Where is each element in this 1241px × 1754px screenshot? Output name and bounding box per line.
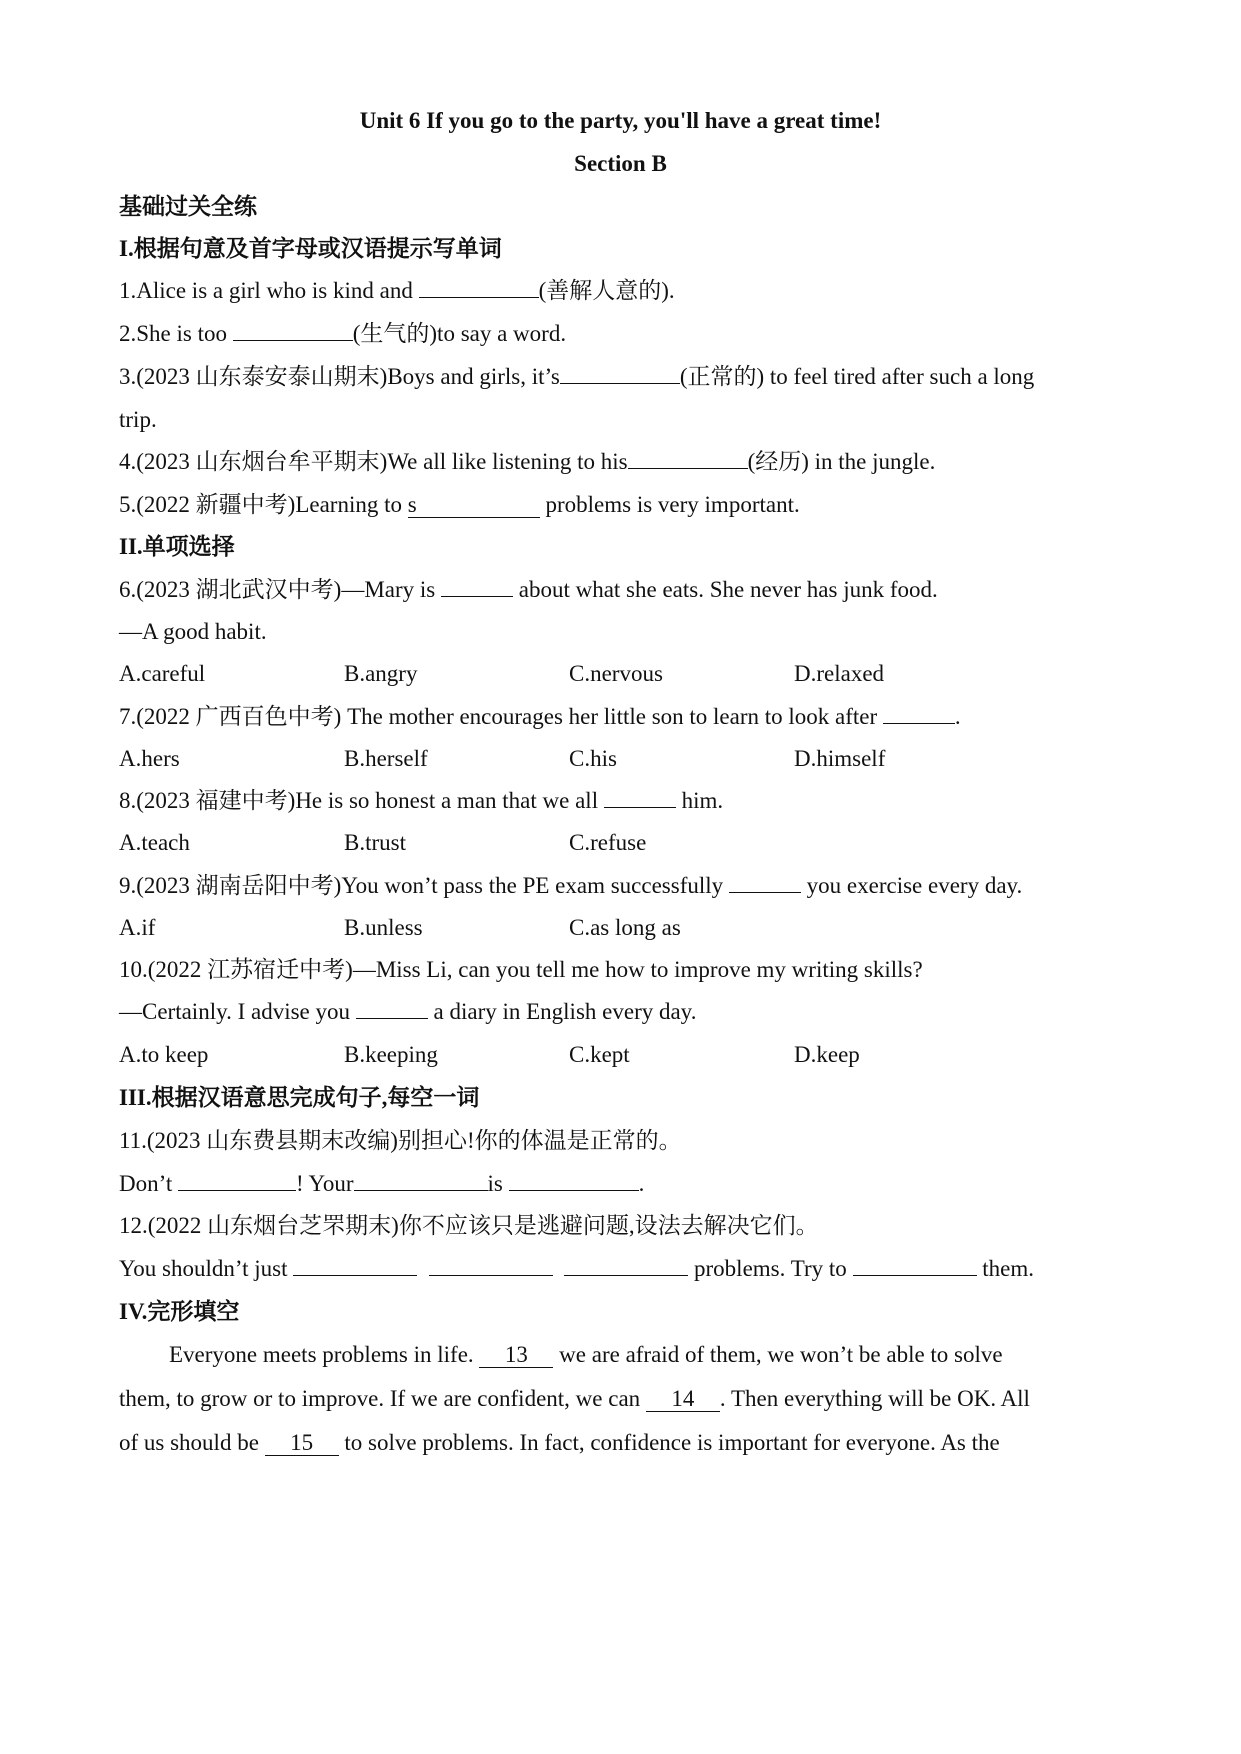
- question-8-tail: him.: [675, 788, 724, 813]
- option-c[interactable]: C.his: [569, 746, 617, 771]
- option-d[interactable]: D.himself: [794, 746, 886, 771]
- sentence-part: them.: [976, 1256, 1034, 1281]
- question-1-text: 1.Alice is a girl who is kind and: [119, 278, 419, 303]
- question-11-chinese: 11.(2023 山东费县期末改编)别担心!你的体温是正常的。: [119, 1128, 682, 1153]
- option-b[interactable]: B.unless: [344, 915, 423, 940]
- option-a[interactable]: A.to keep: [119, 1042, 209, 1067]
- question-3-hint: (正常的) to feel tired after such a long: [679, 364, 1035, 389]
- passage-text: to solve problems. In fact, confidence is important for everyone. As the: [338, 1430, 1000, 1455]
- passage-text: them, to grow or to improve. If we are confident, we can: [119, 1386, 646, 1411]
- question-3-text: 3.(2023 山东泰安泰山期末)Boys and girls, it’s: [119, 364, 560, 389]
- cloze-blank-14[interactable]: 14: [646, 1387, 720, 1412]
- page-subtitle: Section B: [574, 151, 667, 176]
- part3-heading: III.根据汉语意思完成句子,每空一词: [119, 1085, 480, 1110]
- question-8-text: 8.(2023 福建中考)He is so honest a man that we all: [119, 788, 604, 813]
- cloze-blank-13[interactable]: 13: [479, 1343, 553, 1368]
- question-6: [119, 575, 938, 605]
- question-7: [119, 702, 961, 732]
- question-6-text: 6.(2023 湖北武汉中考)—Mary is: [119, 577, 441, 602]
- answer-blank[interactable]: [853, 1255, 977, 1276]
- passage-text: . Then everything will be OK. All: [719, 1386, 1030, 1411]
- answer-blank[interactable]: [293, 1255, 417, 1276]
- option-b[interactable]: B.keeping: [344, 1042, 438, 1067]
- passage-text: we are afraid of them, we won’t be able to solve: [553, 1342, 1003, 1367]
- answer-blank[interactable]: [564, 1255, 688, 1276]
- option-d[interactable]: D.keep: [794, 1042, 860, 1067]
- question-1: [119, 276, 675, 306]
- question-1-hint: (善解人意的).: [538, 278, 675, 303]
- answer-blank[interactable]: [178, 1170, 296, 1191]
- answer-blank[interactable]: [560, 363, 680, 384]
- question-11-sentence: [119, 1169, 644, 1199]
- question-5-text: 5.(2022 新疆中考)Learning to: [119, 492, 408, 517]
- option-b[interactable]: B.angry: [344, 661, 418, 686]
- answer-blank[interactable]: [408, 493, 540, 518]
- question-10: 10.(2022 江苏宿迁中考)—Miss Li, can you tell me how to improve my writing skills?: [119, 957, 923, 982]
- question-5: [119, 490, 800, 520]
- question-6-reply: —A good habit.: [119, 619, 267, 644]
- passage-text: Everyone meets problems in life.: [169, 1342, 480, 1367]
- question-12-sentence: [119, 1254, 1034, 1284]
- answer-blank[interactable]: [354, 1170, 488, 1191]
- question-7-tail: .: [954, 704, 961, 729]
- option-c[interactable]: C.as long as: [569, 915, 681, 940]
- answer-blank[interactable]: [883, 703, 955, 724]
- option-c[interactable]: C.nervous: [569, 661, 663, 686]
- passage-line-1: [169, 1340, 1003, 1370]
- answer-blank[interactable]: [441, 576, 513, 597]
- option-a[interactable]: A.careful: [119, 661, 206, 686]
- question-10-tail: a diary in English every day.: [427, 999, 697, 1024]
- initial-letter: s: [407, 492, 417, 517]
- option-c[interactable]: C.refuse: [569, 830, 647, 855]
- question-3-continued: trip.: [119, 407, 157, 432]
- question-10-reply-text: —Certainly. I advise you: [119, 999, 356, 1024]
- part2-heading: II.单项选择: [119, 534, 235, 559]
- question-12-chinese: 12.(2022 山东烟台芝罘期末)你不应该只是逃避问题,设法去解决它们。: [119, 1213, 819, 1238]
- answer-blank[interactable]: [356, 998, 428, 1019]
- question-5-tail: problems is very important.: [539, 492, 800, 517]
- option-c[interactable]: C.kept: [569, 1042, 630, 1067]
- question-6-tail: about what she eats. She never has junk food.: [512, 577, 938, 602]
- passage-line-3: [119, 1428, 1000, 1458]
- section-heading: 基础过关全练: [119, 194, 257, 219]
- part4-heading: IV.完形填空: [119, 1299, 240, 1324]
- sentence-part: problems. Try to: [688, 1256, 853, 1281]
- question-4-hint: (经历) in the jungle.: [747, 449, 936, 474]
- answer-blank[interactable]: [419, 277, 539, 298]
- question-2: [119, 319, 566, 349]
- answer-blank[interactable]: [233, 320, 353, 341]
- option-a[interactable]: A.teach: [119, 830, 190, 855]
- question-9-tail: you exercise every day.: [800, 873, 1023, 898]
- option-b[interactable]: B.herself: [344, 746, 428, 771]
- sentence-part: ! Your: [296, 1171, 354, 1196]
- page-title: Unit 6 If you go to the party, you'll have a great time!: [359, 108, 882, 133]
- option-a[interactable]: A.hers: [119, 746, 180, 771]
- sentence-part: You shouldn’t just: [119, 1256, 294, 1281]
- passage-line-2: [119, 1384, 1030, 1414]
- question-8: [119, 786, 723, 816]
- option-d[interactable]: D.relaxed: [794, 661, 885, 686]
- question-9: [119, 871, 1022, 901]
- sentence-part: is: [487, 1171, 509, 1196]
- sentence-part: Don’t: [119, 1171, 178, 1196]
- answer-blank[interactable]: [628, 448, 748, 469]
- part1-heading: I.根据句意及首字母或汉语提示写单词: [119, 236, 502, 261]
- passage-text: of us should be: [119, 1430, 265, 1455]
- question-2-text: 2.She is too: [119, 321, 233, 346]
- answer-blank[interactable]: [509, 1170, 639, 1191]
- option-a[interactable]: A.if: [119, 915, 156, 940]
- answer-blank[interactable]: [429, 1255, 553, 1276]
- question-7-text: 7.(2022 广西百色中考) The mother encourages her little son to learn to look after: [119, 704, 883, 729]
- question-4: [119, 447, 935, 477]
- answer-blank[interactable]: [729, 872, 801, 893]
- option-b[interactable]: B.trust: [344, 830, 406, 855]
- question-10-reply: [119, 997, 696, 1027]
- question-9-text: 9.(2023 湖南岳阳中考)You won’t pass the PE exam successfully: [119, 873, 729, 898]
- question-4-text: 4.(2023 山东烟台牟平期末)We all like listening to his: [119, 449, 628, 474]
- question-2-hint: (生气的)to say a word.: [352, 321, 567, 346]
- cloze-blank-15[interactable]: 15: [265, 1431, 339, 1456]
- sentence-part: .: [638, 1171, 645, 1196]
- question-3: [119, 362, 1034, 392]
- answer-blank[interactable]: [604, 787, 676, 808]
